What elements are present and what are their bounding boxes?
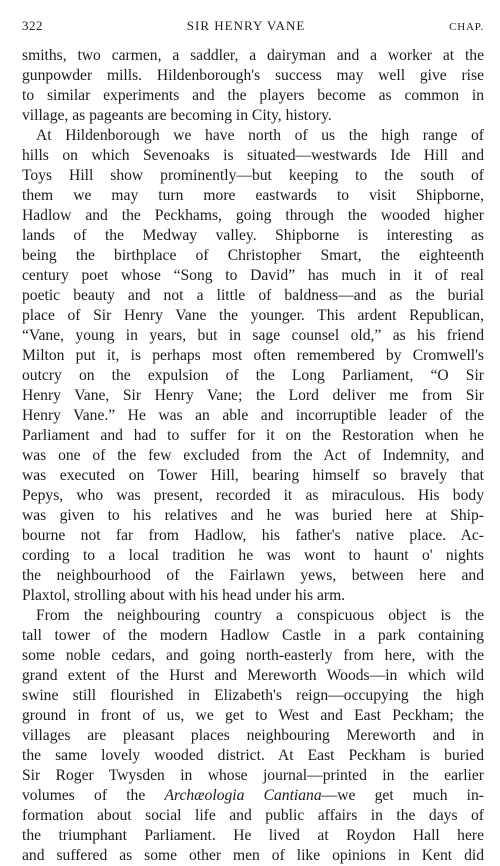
journal-title: Archæologia Cantiana <box>164 787 322 804</box>
running-title: SIR HENRY VANE <box>186 18 306 33</box>
text-line: Hadlow and the Peckhams, going through the wooded higher <box>22 207 484 224</box>
paragraph <box>22 126 484 606</box>
text-line: swine still flourished in Elizabeth's reign—occupying the high <box>22 687 484 704</box>
text-line: Sir Roger Twysden in whose journal—printed in the earlier <box>22 767 484 784</box>
text-line: was executed on Tower Hill, bearing himself so bravely that <box>22 467 484 484</box>
text-line: Henry Vane, Sir Henry Vane; the Lord deliver me from Sir <box>22 387 484 404</box>
text-line: the same lovely wooded district. At East Peckham is buried <box>22 747 484 764</box>
text-line: hills on which Sevenoaks is situated—westwards Ide Hill and <box>22 147 484 164</box>
text-line: At Hildenborough we have north of us the high range of <box>36 127 484 144</box>
text-line: Plaxtol, strolling about with his head under his arm. <box>22 587 346 604</box>
paragraph <box>22 46 484 126</box>
page-number: 322 <box>22 18 43 33</box>
text-line: lands of the Medway valley. Shipborne is interesting as <box>22 227 484 244</box>
text-line: formation about social life and public affairs in the days of <box>22 807 484 824</box>
body-text <box>22 46 484 866</box>
text-line: and suffered as some other men of like opinions in Kent did <box>22 847 484 864</box>
paragraph <box>22 606 484 866</box>
text-line: outcry on the expulsion of the Long Parliament, “O Sir <box>22 367 484 384</box>
text-line: some noble cedars, and going north-easterly from here, with the <box>22 647 484 664</box>
text-line: Henry Vane.” He was an able and incorruptible leader of the <box>22 407 484 424</box>
text-line: ground in front of us, we get to West and East Peckham; the <box>22 707 484 724</box>
text-line: Parliament and had to suffer for it on the Restoration when he <box>22 427 484 444</box>
book-page <box>22 18 484 866</box>
text-line: place of Sir Henry Vane the younger. This ardent Republican, <box>22 307 484 324</box>
text-line: bourne not far from Hadlow, his father's native place. Ac- <box>22 527 484 544</box>
text-line: century poet whose “Song to David” has much in it of real <box>22 267 484 284</box>
text-line: being the birthplace of Christopher Smart, the eighteenth <box>22 247 484 264</box>
text-line: From the neighbouring country a conspicuous object is the <box>36 607 484 624</box>
text-line: “Vane, young in years, but in sage counsel old,” as his friend <box>22 327 484 344</box>
text-line: Toys Hill show prominently—but keeping to the south of <box>22 167 484 184</box>
text-line: poetic beauty and not a little of baldness—and as the burial <box>22 287 484 304</box>
text-line: Milton put it, is perhaps most often remembered by Cromwell's <box>22 347 484 364</box>
text-line-with-italic <box>22 786 484 806</box>
text-line: gunpowder mills. Hildenborough's success may well give rise <box>22 67 484 84</box>
chapter-label: CHAP. <box>449 21 484 33</box>
text-line: Pepys, who was present, recorded it as miraculous. His body <box>22 487 484 504</box>
running-head <box>22 18 484 40</box>
text-segment: volumes of the <box>22 787 165 804</box>
text-line: to similar experiments and the players become as common in <box>22 87 484 104</box>
text-line: the triumphant Parliament. He lived at Roydon Hall here <box>22 827 484 844</box>
text-line: tall tower of the modern Hadlow Castle in a park containing <box>22 627 484 644</box>
text-line: them we may turn more eastwards to visit Shipborne, <box>22 187 484 204</box>
text-line: villages are pleasant places neighbouring Mereworth and in <box>22 727 484 744</box>
text-line: village, as pageants are becoming in City, history. <box>22 107 332 124</box>
text-line: was one of the few excluded from the Act of Indemnity, and <box>22 447 484 464</box>
text-line: was given to his relatives and he was buried here at Ship- <box>22 507 484 524</box>
text-line: smiths, two carmen, a saddler, a dairyman and a worker at the <box>22 47 484 64</box>
text-line: grand extent of the Hurst and Mereworth Woods—in which wild <box>22 667 484 684</box>
text-line: the neighbourhood of the Fairlawn yews, between here and <box>22 567 484 584</box>
text-segment: —we get much in- <box>321 787 484 804</box>
text-line: cording to a local tradition he was wont to haunt o' nights <box>22 547 484 564</box>
